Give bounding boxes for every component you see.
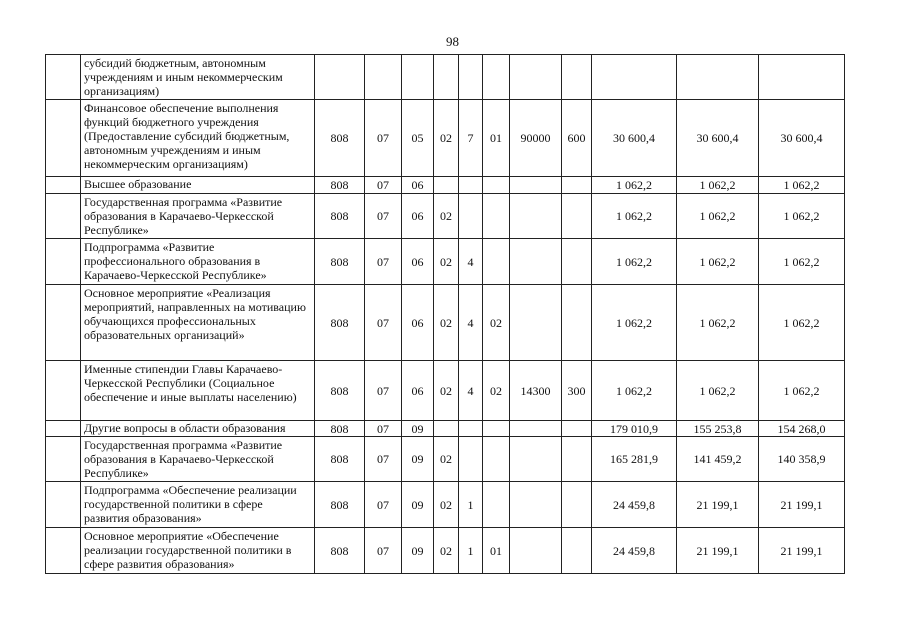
code-admin [315,55,365,100]
code-expense-type [562,421,592,437]
code-expense-type [562,55,592,100]
code-subprogram: 1 [459,482,483,528]
amount-year2: 155 253,8 [677,421,759,437]
amount-year2: 1 062,2 [677,285,759,361]
code-measure [483,55,510,100]
code-admin: 808 [315,239,365,285]
row-name: Основное мероприятие «Обеспечение реализации государственной политики в сфере развития образования» [81,528,315,574]
code-measure: 02 [483,285,510,361]
amount-year2: 141 459,2 [677,437,759,482]
code-program [434,177,459,194]
amount-year2: 1 062,2 [677,194,759,239]
code-expense-type [562,194,592,239]
index-cell [46,361,81,421]
code-expense-type [562,239,592,285]
index-cell [46,437,81,482]
row-name: Государственная программа «Развитие образования в Карачаево-Черкесской Республике» [81,437,315,482]
code-section: 07 [365,482,402,528]
code-subprogram [459,194,483,239]
row-name: Именные стипендии Главы Карачаево-Черкесской Республики (Социальное обеспечение и иные выплаты населению) [81,361,315,421]
code-admin: 808 [315,361,365,421]
index-cell [46,482,81,528]
table-row [46,194,845,239]
amount-year3: 1 062,2 [759,285,845,361]
index-cell [46,177,81,194]
code-admin: 808 [315,285,365,361]
code-direction [510,437,562,482]
code-expense-type [562,177,592,194]
index-cell [46,239,81,285]
code-subsection: 06 [402,285,434,361]
code-direction [510,482,562,528]
amount-year3: 1 062,2 [759,177,845,194]
code-admin: 808 [315,194,365,239]
table-row [46,100,845,177]
code-subsection: 05 [402,100,434,177]
code-direction [510,194,562,239]
index-cell [46,55,81,100]
row-name: Подпрограмма «Развитие профессионального образования в Карачаево-Черкесской Республике» [81,239,315,285]
code-subsection: 06 [402,239,434,285]
code-direction: 90000 [510,100,562,177]
code-subprogram [459,55,483,100]
amount-year1: 30 600,4 [592,100,677,177]
code-admin: 808 [315,100,365,177]
amount-year2: 21 199,1 [677,528,759,574]
code-subprogram: 1 [459,528,483,574]
code-expense-type: 600 [562,100,592,177]
amount-year3: 154 268,0 [759,421,845,437]
code-measure [483,482,510,528]
code-direction [510,528,562,574]
code-measure [483,239,510,285]
code-measure [483,177,510,194]
code-subsection: 09 [402,437,434,482]
amount-year2: 1 062,2 [677,177,759,194]
index-cell [46,528,81,574]
row-name: Подпрограмма «Обеспечение реализации государственной политики в сфере развития образования» [81,482,315,528]
code-section [365,55,402,100]
amount-year2 [677,55,759,100]
code-subprogram: 7 [459,100,483,177]
code-section: 07 [365,421,402,437]
code-expense-type [562,528,592,574]
code-section: 07 [365,528,402,574]
code-admin: 808 [315,482,365,528]
row-name: Основное мероприятие «Реализация мероприятий, направленных на мотивацию обучающихся профессиональных образовательных организаций» [81,285,315,361]
code-measure: 02 [483,361,510,421]
code-measure [483,437,510,482]
code-subsection: 06 [402,361,434,421]
amount-year3: 30 600,4 [759,100,845,177]
row-name: субсидий бюджетным, автономным учреждениям и иным некоммерческим организациям) [81,55,315,100]
code-subprogram: 4 [459,239,483,285]
code-subsection: 06 [402,177,434,194]
amount-year3: 1 062,2 [759,361,845,421]
code-measure: 01 [483,528,510,574]
code-direction [510,421,562,437]
code-subprogram: 4 [459,285,483,361]
code-direction [510,55,562,100]
code-section: 07 [365,437,402,482]
code-section: 07 [365,285,402,361]
code-subsection: 09 [402,421,434,437]
amount-year3: 1 062,2 [759,239,845,285]
amount-year1: 1 062,2 [592,239,677,285]
code-program [434,55,459,100]
code-section: 07 [365,361,402,421]
code-measure [483,421,510,437]
table-row [46,55,845,100]
code-program: 02 [434,239,459,285]
budget-table [45,54,845,574]
amount-year1: 179 010,9 [592,421,677,437]
code-subprogram [459,177,483,194]
code-subsection [402,55,434,100]
row-name: Высшее образование [81,177,315,194]
code-admin: 808 [315,528,365,574]
code-program: 02 [434,100,459,177]
amount-year1: 1 062,2 [592,177,677,194]
code-expense-type [562,285,592,361]
code-program: 02 [434,437,459,482]
code-expense-type [562,437,592,482]
code-expense-type [562,482,592,528]
code-subprogram: 4 [459,361,483,421]
table-row [46,482,845,528]
amount-year3: 140 358,9 [759,437,845,482]
amount-year2: 21 199,1 [677,482,759,528]
row-name: Государственная программа «Развитие образования в Карачаево-Черкесской Республике» [81,194,315,239]
amount-year1: 24 459,8 [592,528,677,574]
amount-year2: 1 062,2 [677,239,759,285]
amount-year3: 21 199,1 [759,482,845,528]
code-section: 07 [365,177,402,194]
code-program: 02 [434,194,459,239]
code-expense-type: 300 [562,361,592,421]
page-number: 98 [446,34,459,49]
table-row [46,437,845,482]
code-admin: 808 [315,421,365,437]
code-subprogram [459,421,483,437]
row-name: Финансовое обеспечение выполнения функций бюджетного учреждения (Предоставление субсидий бюджетным, автономным учреждениям и иным некоммерческим организациям) [81,100,315,177]
amount-year3: 1 062,2 [759,194,845,239]
index-cell [46,421,81,437]
code-section: 07 [365,239,402,285]
amount-year1: 1 062,2 [592,194,677,239]
amount-year1: 24 459,8 [592,482,677,528]
table-row [46,361,845,421]
code-direction [510,285,562,361]
index-cell [46,100,81,177]
table-row [46,239,845,285]
table-row [46,528,845,574]
table-row [46,285,845,361]
code-subsection: 09 [402,528,434,574]
amount-year1 [592,55,677,100]
code-program: 02 [434,361,459,421]
code-program: 02 [434,528,459,574]
code-measure: 01 [483,100,510,177]
table-row [46,421,845,437]
code-subsection: 06 [402,194,434,239]
row-name: Другие вопросы в области образования [81,421,315,437]
code-program: 02 [434,482,459,528]
amount-year3: 21 199,1 [759,528,845,574]
code-direction: 14300 [510,361,562,421]
code-admin: 808 [315,437,365,482]
code-section: 07 [365,100,402,177]
amount-year1: 1 062,2 [592,285,677,361]
code-admin: 808 [315,177,365,194]
amount-year2: 1 062,2 [677,361,759,421]
code-subprogram [459,437,483,482]
code-program: 02 [434,285,459,361]
amount-year1: 165 281,9 [592,437,677,482]
code-section: 07 [365,194,402,239]
amount-year3 [759,55,845,100]
table-row [46,177,845,194]
code-direction [510,177,562,194]
code-measure [483,194,510,239]
code-program [434,421,459,437]
amount-year1: 1 062,2 [592,361,677,421]
index-cell [46,194,81,239]
index-cell [46,285,81,361]
amount-year2: 30 600,4 [677,100,759,177]
code-direction [510,239,562,285]
code-subsection: 09 [402,482,434,528]
